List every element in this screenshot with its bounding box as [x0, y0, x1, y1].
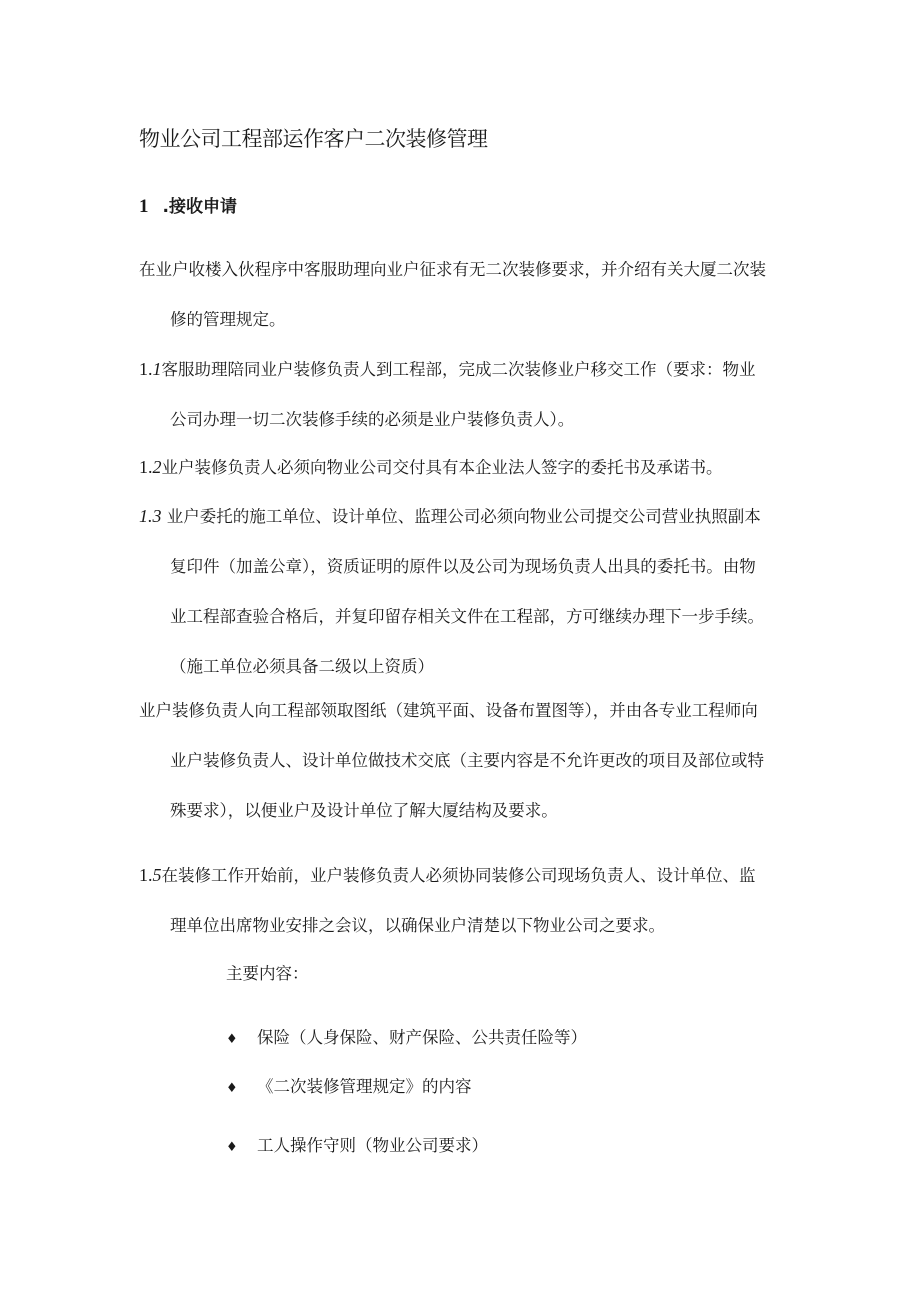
- intro-paragraph: [139, 245, 789, 345]
- item-1-1-number: 1.1: [139, 359, 162, 379]
- item-1-3-line-1: 业户委托的施工单位、设计单位、监理公司必须向物业公司提交公司营业执照副本: [166, 507, 761, 526]
- diamond-bullet-icon: ♦: [226, 1140, 238, 1155]
- item-1-3-line-3: 业工程部查验合格后，并复印留存相关文件在工程部，方可继续办理下一步手续。: [170, 607, 764, 626]
- item-1-1-line-1: 客服助理陪同业户装修负责人到工程部，完成二次装修业户移交工作（要求：物业: [161, 360, 756, 379]
- section-title: .接收申请: [162, 197, 237, 217]
- item-1-1-line-2: 公司办理一切二次装修手续的必须是业户装修负责人）。: [170, 410, 575, 429]
- item-1-4-line-2: 业户装修负责人、设计单位做技术交底（主要内容是不允许更改的项目及部位或特: [170, 751, 764, 770]
- item-1-5-line-1: 在装修工作开始前，业户装修负责人必须协同装修公司现场负责人、设计单位、监: [161, 866, 756, 885]
- document-title: 物业公司工程部运作客户二次装修管理: [139, 127, 488, 151]
- item-1-2: [139, 442, 789, 493]
- item-1-5: [139, 850, 789, 951]
- item-1-2-line-1: 业户装修负责人必须向物业公司交付具有本企业法人签字的委托书及承诺书。: [161, 458, 723, 477]
- diamond-bullet-icon: ♦: [226, 1032, 238, 1047]
- bullet-text: 工人操作守则（物业公司要求）: [257, 1136, 488, 1155]
- item-1-3-line-2: 复印件（加盖公章），资质证明的原件以及公司为现场负责人出具的委托书。由物: [170, 557, 756, 576]
- intro-line-1: 在业户收楼入伙程序中客服助理向业户征求有无二次装修要求，并介绍有关大厦二次装: [139, 260, 766, 279]
- item-1-5-number: 1.5: [139, 865, 162, 885]
- item-1-3-line-4: （施工单位必须具备二级以上资质）: [170, 657, 434, 676]
- bullet-text: 保险（人身保险、财产保险、公共责任险等）: [257, 1028, 587, 1047]
- intro-line-2: 修的管理规定。: [170, 310, 286, 329]
- section-number: 1: [139, 196, 149, 217]
- main-content-label: 主要内容：: [226, 964, 309, 983]
- item-1-4: [139, 686, 789, 836]
- item-1-2-number: 1.2: [139, 457, 162, 477]
- diamond-bullet-icon: ♦: [226, 1081, 238, 1096]
- item-1-3: [139, 491, 789, 692]
- bullet-item: [226, 1025, 587, 1053]
- item-1-1: [139, 344, 789, 445]
- item-1-4-line-3: 殊要求），以便业户及设计单位了解大厦结构及要求。: [170, 801, 558, 820]
- item-1-3-number: 1.3: [139, 506, 162, 526]
- bullet-text: 《二次装修管理规定》的内容: [257, 1077, 472, 1096]
- item-1-5-line-2: 理单位出席物业安排之会议，以确保业户清楚以下物业公司之要求。: [170, 916, 665, 935]
- bullet-item: [226, 1074, 472, 1102]
- bullet-item: [226, 1133, 488, 1161]
- item-1-4-line-1: 业户装修负责人向工程部领取图纸（建筑平面、设备布置图等），并由各专业工程师向: [139, 701, 758, 720]
- section-heading: [139, 194, 237, 220]
